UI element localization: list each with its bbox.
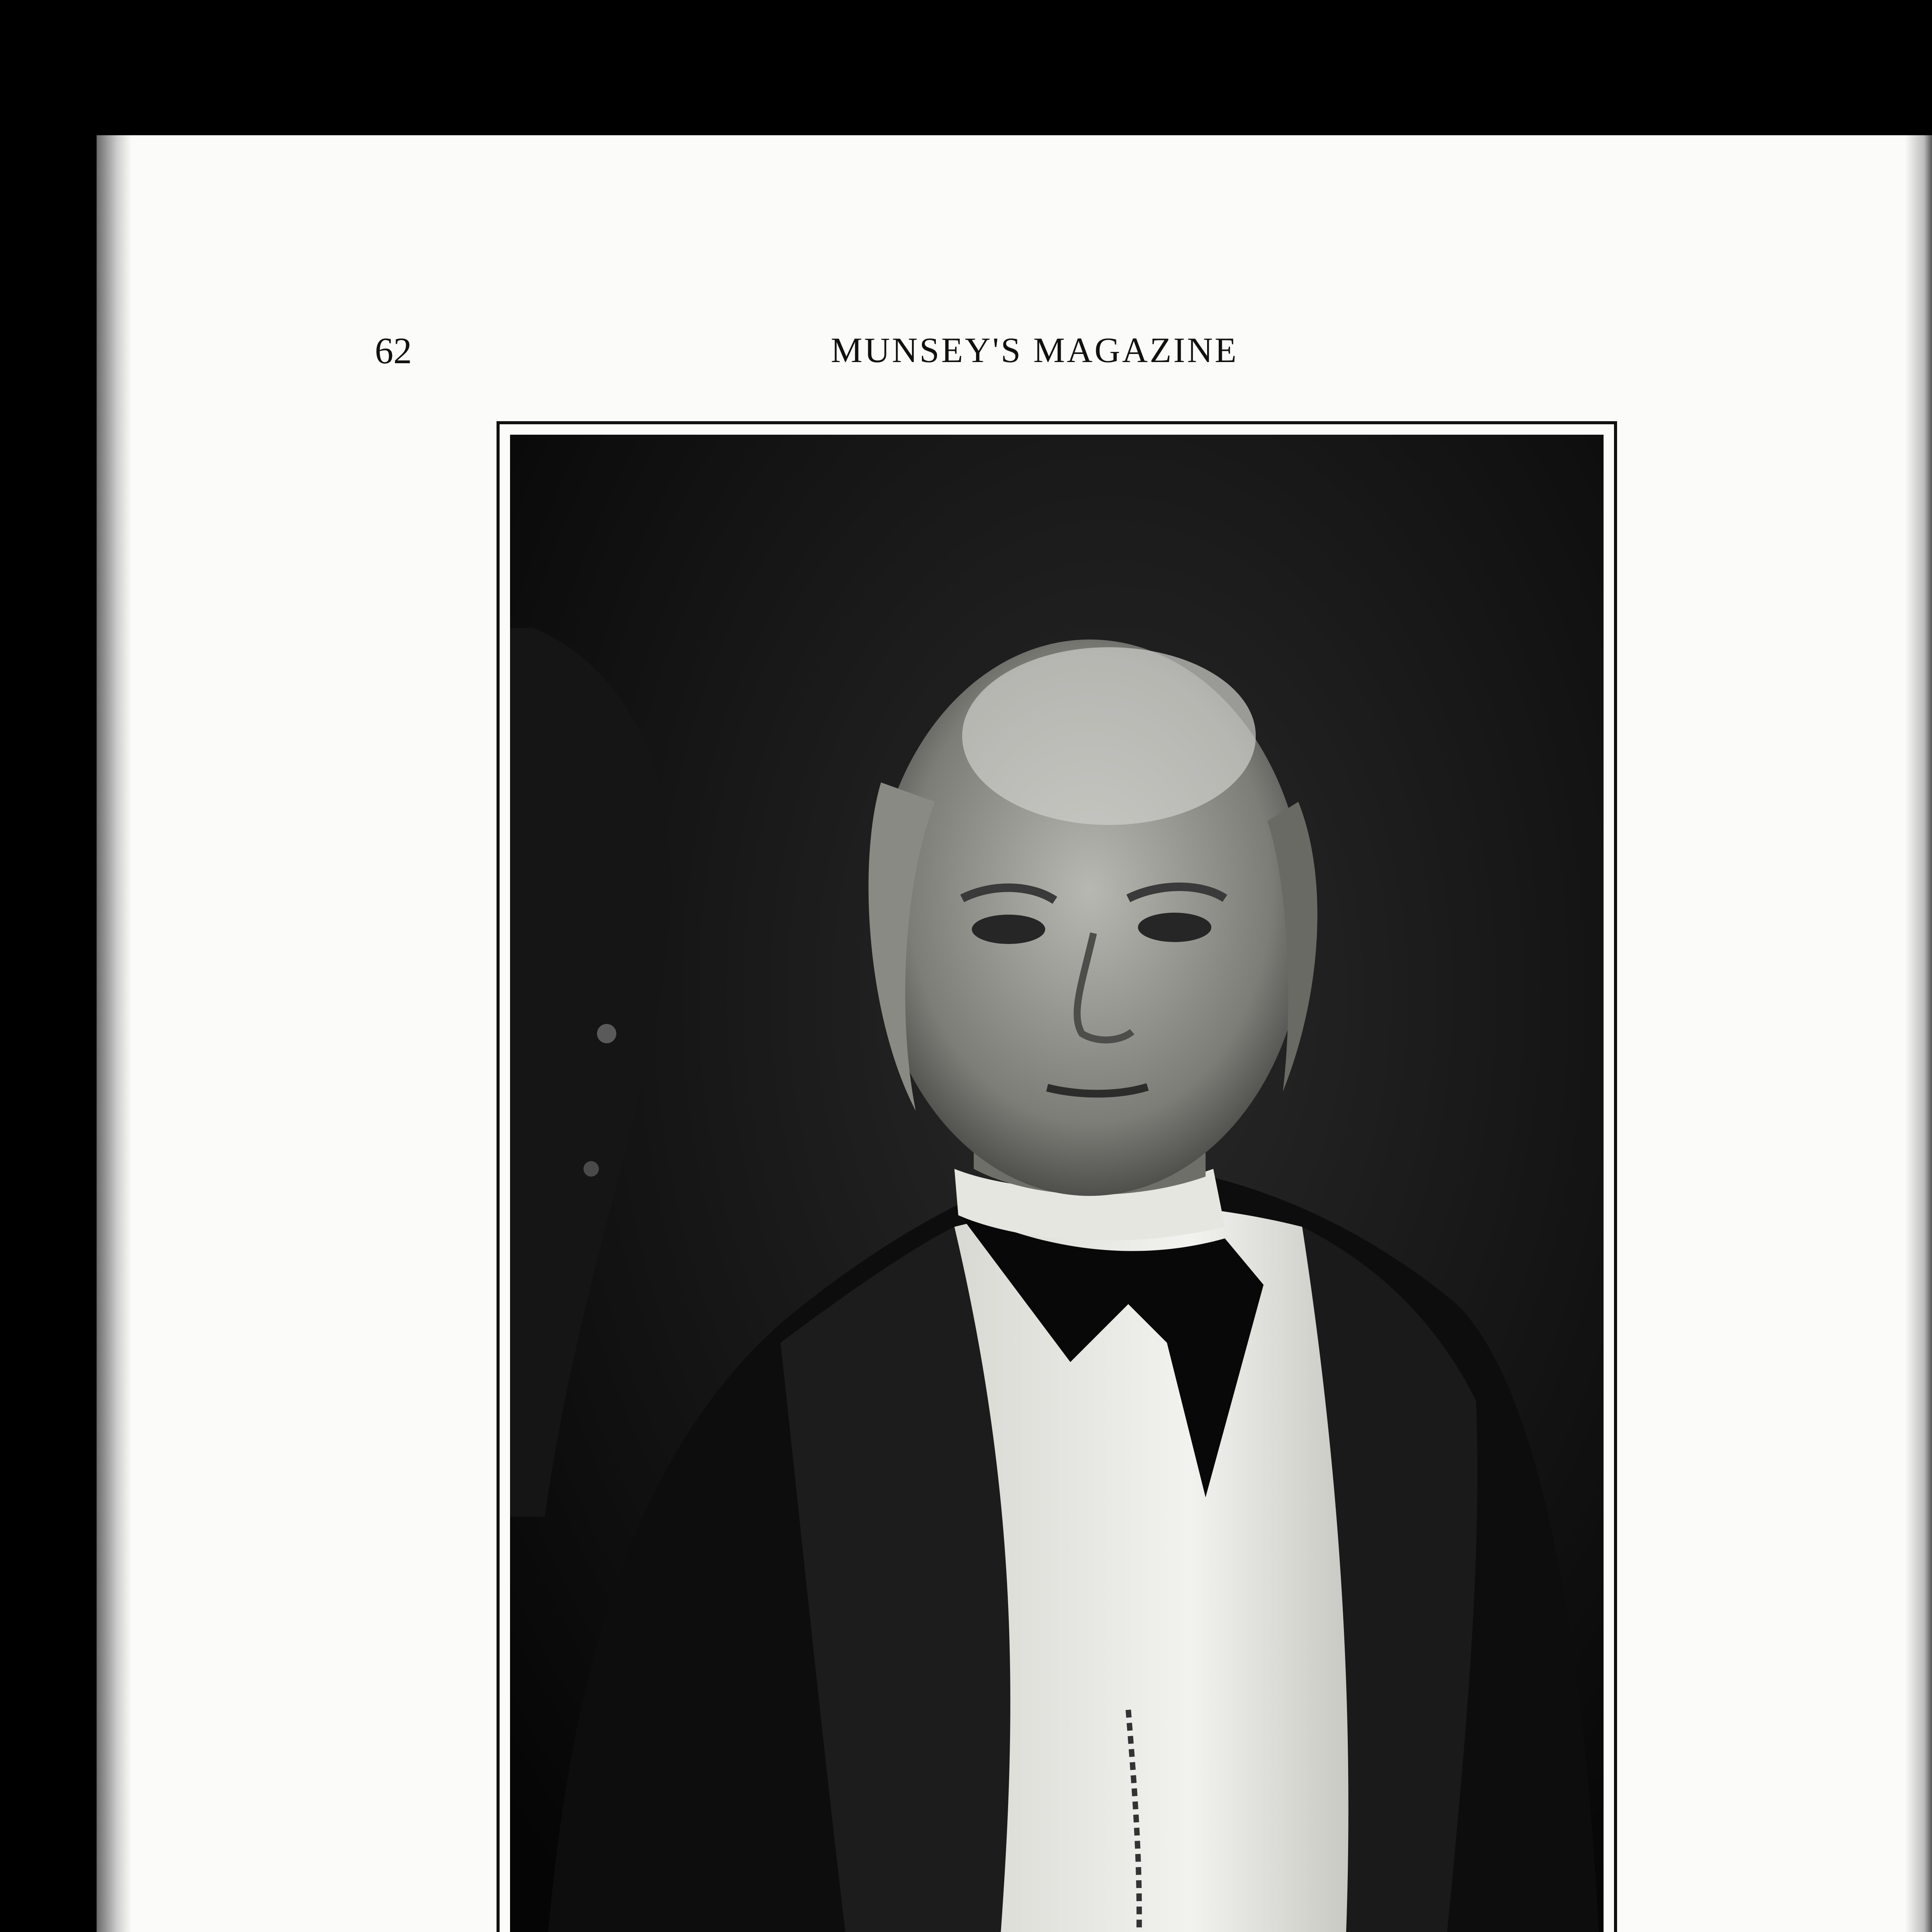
chair-ornament	[583, 1161, 599, 1177]
spine-shadow	[97, 135, 131, 1932]
page-number: 62	[375, 330, 412, 371]
right-eye	[1138, 913, 1211, 942]
portrait-photo	[510, 435, 1604, 1932]
chair-ornament	[597, 1024, 616, 1043]
running-title: MUNSEY'S MAGAZINE	[831, 330, 1238, 370]
bald-crown	[962, 647, 1256, 825]
left-eye	[972, 915, 1045, 944]
page-edge	[1905, 135, 1932, 1932]
